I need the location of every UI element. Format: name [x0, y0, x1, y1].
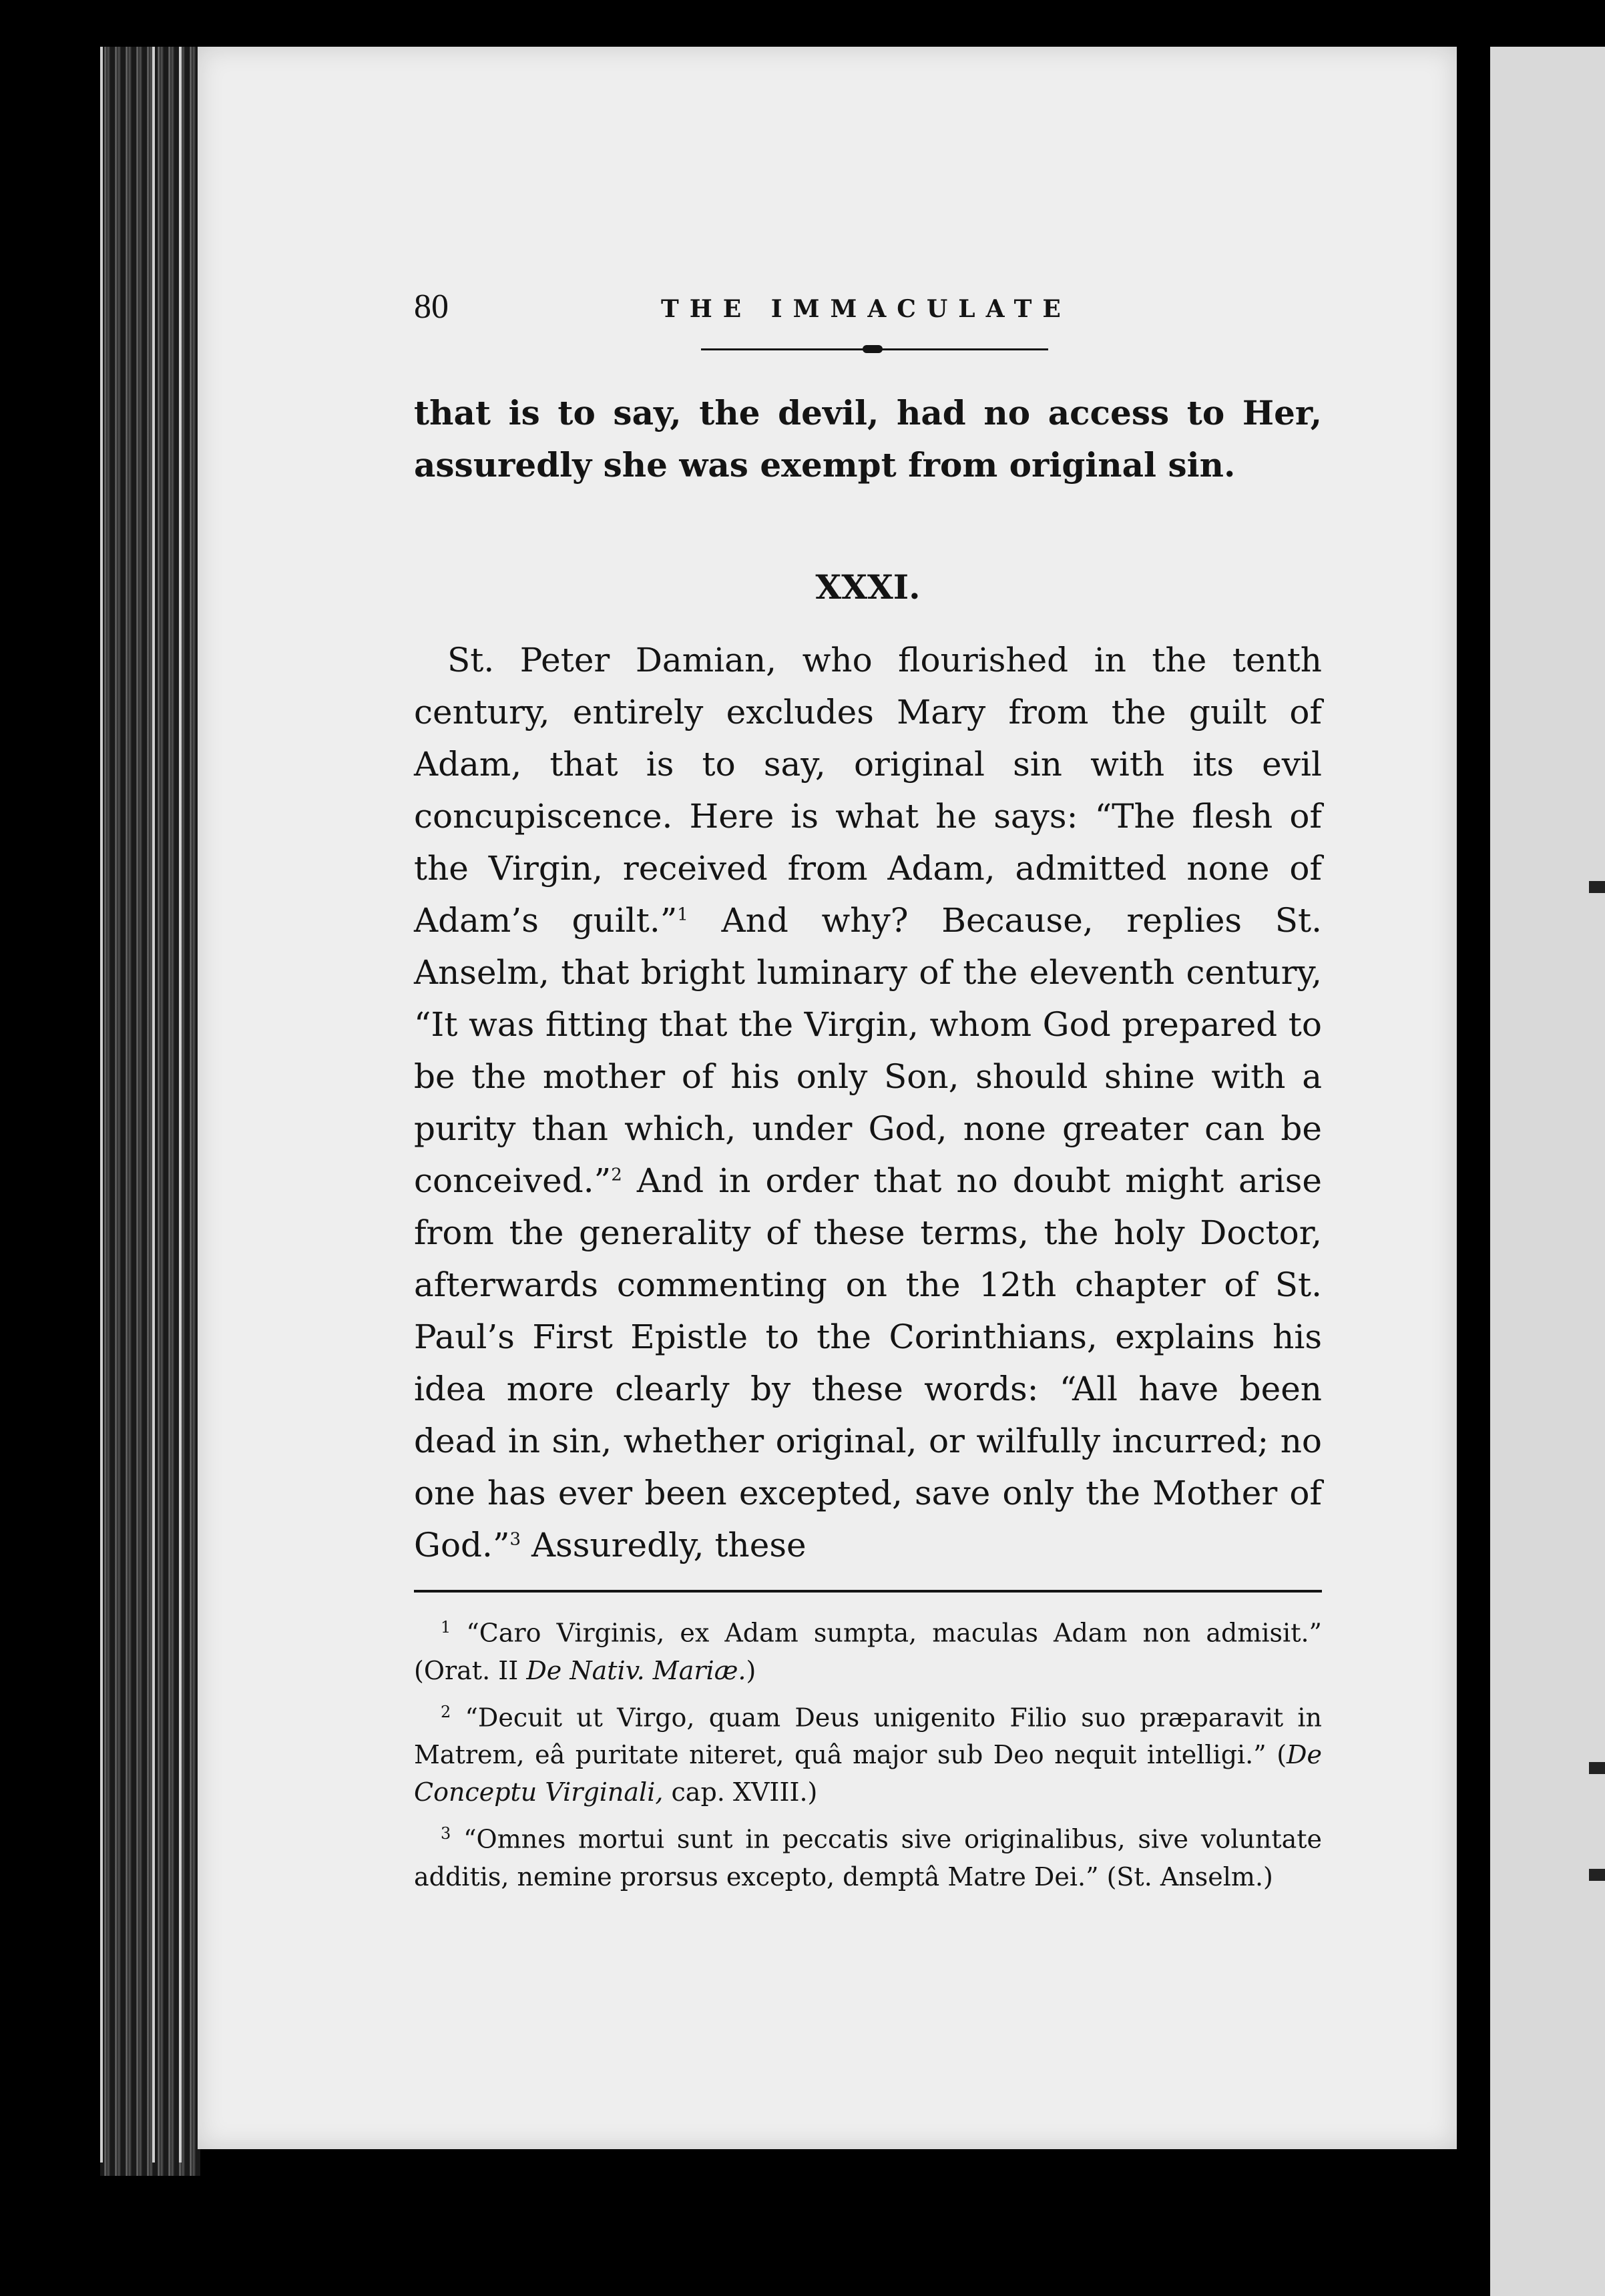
footnote-text: )	[746, 1655, 756, 1685]
facing-page-mark	[1589, 1762, 1605, 1774]
footnote-marker: 2	[441, 1702, 451, 1721]
paragraph-text: And why? Because, replies St. Anselm, that bright luminary of the eleventh century, “It was fitting that the Virgin, whom God prepared to be the mother of his only Son, should shine with a purity than which, under God, none greater can be conceived.”	[414, 901, 1322, 1200]
footnotes	[414, 1609, 1322, 1900]
facing-page-mark	[1589, 1869, 1605, 1881]
continuation-paragraph: that is to say, the devil, had no access to Her, assuredly she was exempt from original sin.	[414, 393, 1322, 485]
running-head	[414, 287, 1322, 340]
paragraph-text: And in order that no doubt might arise from the generality of these terms, the holy Doctor, afterwards commenting on the 12th chapter of St. Paul’s First Epistle to the Corinthians, explains his idea more clearly by these words: “All have been dead in sin, whether original, or wilfully incurred; no one has ever been excepted, save only the Mother of God.”	[414, 1161, 1322, 1564]
footnote-marker: 1	[441, 1618, 451, 1637]
facing-page-edge	[1490, 47, 1605, 2296]
page-edge-line	[179, 47, 182, 2163]
footnote	[414, 1815, 1322, 1896]
footnote	[414, 1693, 1322, 1811]
footnote	[414, 1609, 1322, 1689]
paragraph-text: Assuredly, these	[521, 1526, 807, 1564]
footnote-marker: 3	[441, 1824, 451, 1843]
footnote-text: “Omnes mortui sunt in peccatis sive originalibus, sive voluntate additis, nemine prorsus excepto, demptâ Matre Dei.” (St. Anselm.)	[414, 1824, 1322, 1892]
footnote-text: cap. XVIII.)	[663, 1777, 818, 1807]
page-number: 80	[414, 288, 449, 326]
footnote-citation: De Conceptu Virginali,	[414, 1740, 1322, 1807]
footnote-text: “Caro Virginis, ex Adam sumpta, maculas Adam non admisit.” (Orat. II	[414, 1618, 1322, 1685]
footnote-rule	[414, 1590, 1322, 1593]
footnote-citation: De Nativ. Mariæ.	[526, 1655, 746, 1685]
footnote-ref: 3	[509, 1529, 521, 1550]
page-edges	[100, 47, 200, 2176]
running-title: THE IMMACULATE	[661, 295, 1072, 323]
footnote-text: “Decuit ut Virgo, quam Deus unigenito Filio suo præparavit in Matrem, eâ puritate niteret, quâ major sub Deo nequit intelligi.” (	[414, 1703, 1322, 1770]
section-heading: XXXI.	[815, 567, 921, 607]
paragraph-text: St. Peter Damian, who flourished in the tenth century, entirely excludes Mary from the guilt of Adam, that is to say, original sin with its evil concupiscence. Here is what he says: “The flesh of the Virgin, received from Adam, admitted none of Adam’s guilt.”	[414, 641, 1322, 940]
head-rule-ornament	[863, 345, 883, 353]
section-paragraph	[414, 634, 1322, 1571]
facing-page-mark	[1589, 881, 1605, 893]
footnote-ref: 1	[677, 904, 688, 925]
footnote-ref: 2	[611, 1165, 622, 1185]
page-edge-line	[100, 47, 103, 2163]
page-edge-line	[152, 47, 155, 2163]
